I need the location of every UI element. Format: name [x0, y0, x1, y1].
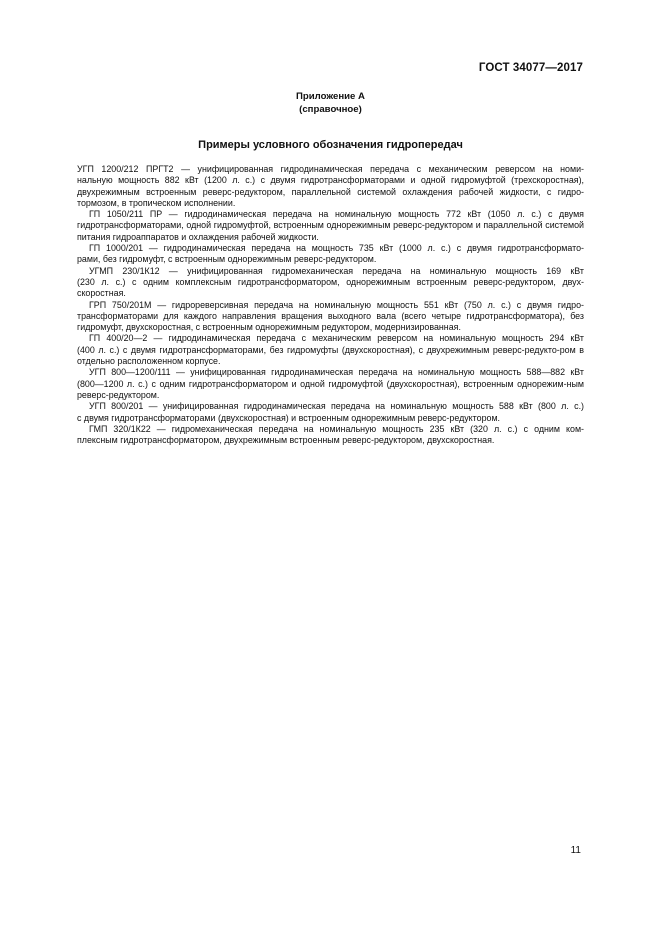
paragraph-first-line: УГМП 230/1К12 — унифицированная гидромеханическая передача на номинальную мощность 169 кВт [89, 265, 584, 276]
paragraph [77, 401, 584, 424]
paragraph-first-line: ГМП 320/1К22 — гидромеханическая передача на номинальную мощность 235 кВт (320 л. с.) с одним ком- [89, 423, 584, 434]
paragraph-continuation: рами, без гидромуфт, с встроенным однорежимным реверс-редуктором. [77, 254, 377, 265]
page-number: 11 [570, 845, 581, 856]
annex-subtitle: (справочное) [299, 104, 362, 115]
section-title: Примеры условного обозначения гидропередач [198, 139, 463, 151]
paragraph-first-line: УГП 1200/212 ПРГТ2 — унифицированная гидродинамическая передача с механическим реверсом на номи- [77, 164, 584, 174]
annex-title: Приложение А [296, 91, 365, 102]
standard-code: ГОСТ 34077—2017 [478, 62, 583, 74]
paragraph-continuation: с двумя гидротрансформаторами (двухскоростная) и встроенным однорежимным реверс-редуктором. [77, 412, 501, 423]
paragraph [77, 300, 584, 334]
paragraph [77, 243, 584, 266]
paragraph-first-line: УГП 800/201 — унифицированная гидродинамическая передача на номинальную мощность 588 кВт (800 л. с.) [89, 401, 584, 412]
paragraph-continuation: (230 л. с.) с одним комплексным гидротрансформатором, однорежимным встроенным реверс-редуктором, двух-скоростная. [77, 276, 584, 299]
paragraph-continuation: (800—1200 л. с.) с одним гидротрансформатором и одной гидромуфтой (двухскоростная), встроенным однорежим-ным реверс-редуктором. [77, 378, 584, 400]
annex-heading [0, 90, 661, 116]
paragraph [77, 164, 584, 209]
paragraph [77, 209, 584, 243]
paragraph-continuation: плексным гидротрансформатором, двухрежимным встроенным реверс-редуктором, двухскоростная. [77, 435, 495, 446]
paragraph-continuation: трансформаторами для каждого направления вращения выходного вала (всего четыре гидротрансформатора), без гидромуфт, двухскоростная, с встроенным однорежимным редуктором, модернизированная. [77, 310, 584, 333]
paragraph [77, 424, 584, 447]
paragraph-first-line: ГП 1000/201 — гидродинамическая передача на мощность 735 кВт (1000 л. с.) с двумя гидротрансформато- [89, 243, 584, 254]
document-body [77, 164, 584, 446]
paragraph-continuation: гидротрансформаторами, одной гидромуфтой, встроенным однорежимным реверс-редуктором и параллельной системой питания гидроаппаратов и охлаждения рабочей жидкости. [77, 220, 584, 242]
paragraph [77, 266, 584, 300]
paragraph-first-line: ГРП 750/201М — гидрореверсивная передача на номинальную мощность 551 кВт (750 л. с.) с двумя гидро- [89, 299, 584, 310]
paragraph [77, 333, 584, 367]
paragraph [77, 367, 584, 401]
paragraph-first-line: УГП 800—1200/111 — унифицированная гидродинамическая передача на номинальную мощность 588—882 кВт [89, 367, 584, 378]
paragraph-continuation: (400 л. с.) с двумя гидротрансформаторами, без гидромуфты (двухскоростная), с двухрежимным реверс-редукто-ром в отдельно расположенном корпусе. [77, 344, 584, 367]
paragraph-continuation: нальную мощность 882 кВт (1200 л. с.) с двумя гидротрансформаторами и одной гидромуфтой (трехскоростная), двухрежимным встроенным реверс-редуктором, параллельной системой охлаждения рабочей жидкости, с гидро-тормозом, в тропическом исполнении. [77, 175, 584, 208]
paragraph-first-line: ГП 400/20—2 — гидродинамическая передача с механическим реверсом на номинальную мощность 294 кВт [89, 333, 584, 344]
paragraph-first-line: ГП 1050/211 ПР — гидродинамическая передача на номинальную мощность 772 кВт (1050 л. с.) с двумя [89, 209, 584, 220]
